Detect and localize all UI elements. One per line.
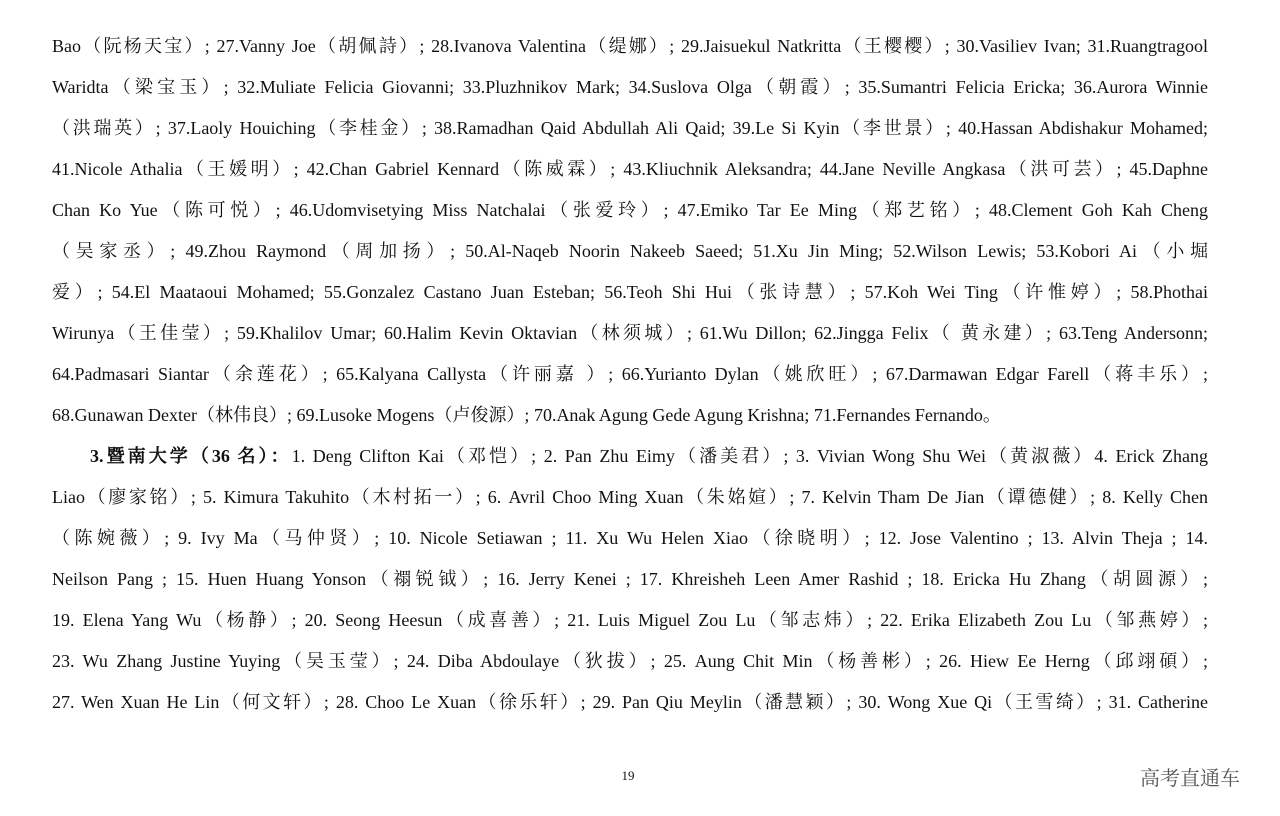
page-number: 19	[621, 768, 635, 783]
text-line: Liao（廖家铭）; 5. Kimura Takuhito（木村拓一）; 6. Avril Choo Ming Xuan（朱姳媗）; 7. Kelvin Tham De Jian（谭德健）; 8. Kelly Chen	[52, 487, 1208, 507]
text-line: Chan Ko Yue（陈可悦）; 46.Udomvisetying Miss Natchalai（张爱玲）; 47.Emiko Tar Ee Ming（郑艺铭）; 48.Clement Goh Kah Cheng	[52, 200, 1208, 220]
text-line: （洪瑞英）; 37.Laoly Houiching（李桂金）; 38.Ramadhan Qaid Abdullah Ali Qaid; 39.Le Si Kyin（李世景）; 40.Hassan Abdishakur Mohamed;	[52, 118, 1208, 138]
text-line: （陈婉薇）; 9. Ivy Ma（马仲贤）; 10. Nicole Setiawan ; 11. Xu Wu Helen Xiao（徐晓明）; 12. Jose Valentino ; 13. Alvin Theja ; 14.	[52, 528, 1208, 548]
text-line: Wirunya（王佳莹）; 59.Khalilov Umar; 60.Halim Kevin Oktavian（林须城）; 61.Wu Dillon; 62.Jingga Felix（ 黄永建）; 63.Teng Andersonn;	[52, 323, 1208, 343]
text-line: 爱）; 54.El Maataoui Mohamed; 55.Gonzalez Castano Juan Esteban; 56.Teoh Shi Hui（张诗慧）; 57.Koh Wei Ting（许惟婷）; 58.Phothai	[52, 282, 1208, 302]
section-3-first-text: 1. Deng Clifton Kai（邓恺）; 2. Pan Zhu Eimy（潘美君）; 3. Vivian Wong Shu Wei（黄淑薇）4. Erick Zhang	[291, 446, 1208, 466]
text-line: 27. Wen Xuan He Lin（何文轩）; 28. Choo Le Xuan（徐乐轩）; 29. Pan Qiu Meylin（潘慧颖）; 30. Wong Xue Qi（王雪绮）; 31. Catherine	[52, 692, 1208, 712]
text-line: Neilson Pang ; 15. Huen Huang Yonson（禤锐钺）; 16. Jerry Kenei ; 17. Khreisheh Leen Amer Rashid ; 18. Ericka Hu Zhang（胡圆源）;	[52, 569, 1208, 589]
section-3-heading: 3.暨南大学（36 名）：	[90, 446, 292, 466]
text-line: 19. Elena Yang Wu（杨静）; 20. Seong Heesun（成喜善）; 21. Luis Miguel Zou Lu（邹志炜）; 22. Erika Elizabeth Zou Lu（邹燕婷）;	[52, 610, 1208, 630]
text-line: （吴家丞）; 49.Zhou Raymond（周加扬）; 50.Al-Naqeb Noorin Nakeeb Saeed; 51.Xu Jin Ming; 52.Wilson Lewis; 53.Kobori Ai（小堀	[52, 241, 1208, 261]
text-line: 64.Padmasari Siantar（余莲花）; 65.Kalyana Callysta（许丽嘉 ）; 66.Yurianto Dylan（姚欣旺）; 67.Darmawan Edgar Farell（蒋丰乐）;	[52, 364, 1208, 384]
section-3-first-line	[90, 443, 1208, 469]
text-line: 23. Wu Zhang Justine Yuying（吴玉莹）; 24. Diba Abdoulaye（狄拔）; 25. Aung Chit Min（杨善彬）; 26. Hiew Ee Herng（邱翊碩）;	[52, 651, 1208, 671]
text-line: Waridta（梁宝玉）; 32.Muliate Felicia Giovanni; 33.Pluzhnikov Mark; 34.Suslova Olga（朝霞）; 35.Sumantri Felicia Ericka; 36.Aurora Winnie	[52, 77, 1208, 97]
text-line: Bao（阮杨天宝）; 27.Vanny Joe（胡佩詩）; 28.Ivanova Valentina（缇娜）; 29.Jaisuekul Natkritta（王樱樱）; 30.Vasiliev Ivan; 31.Ruangtragool	[52, 36, 1208, 56]
watermark: 高考直通车	[1140, 766, 1240, 790]
text-line: 68.Gunawan Dexter（林伟良）; 69.Lusoke Mogens（卢俊源）; 70.Anak Agung Gede Agung Krishna; 71.Fernandes Fernando。	[52, 405, 1001, 425]
text-line: 41.Nicole Athalia（王媛明）; 42.Chan Gabriel Kennard（陈威霖）; 43.Kliuchnik Aleksandra; 44.Jane Neville Angkasa（洪可芸）; 45.Daphne	[52, 159, 1208, 179]
